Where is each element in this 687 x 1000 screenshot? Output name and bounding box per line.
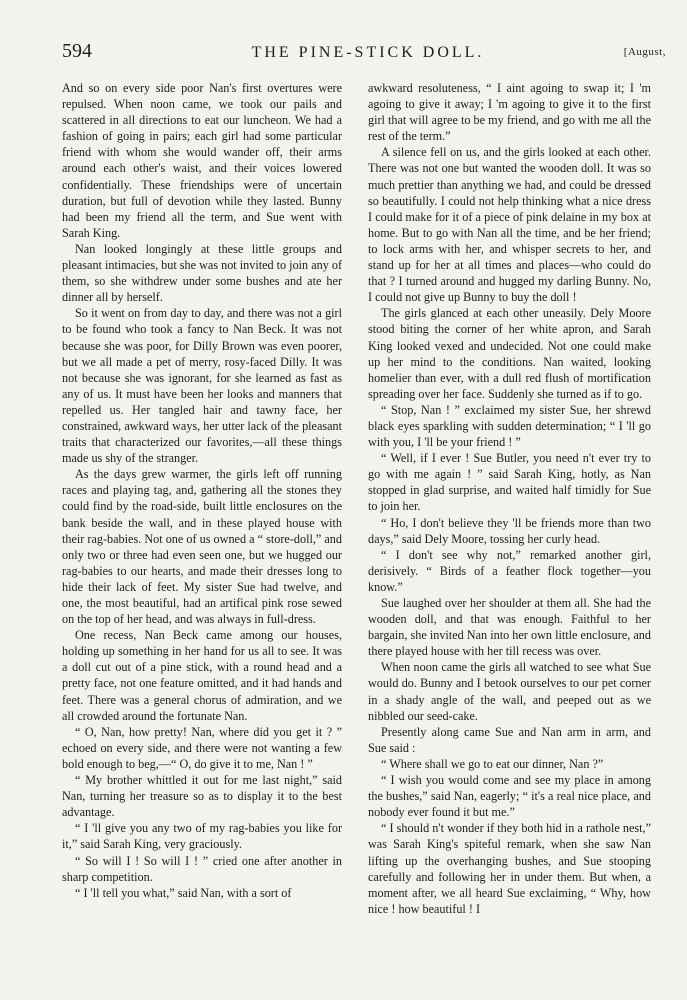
paragraph: “ Well, if I ever ! Sue Butler, you need n't ever try to go with me again ! ” said Sarah King, hotly, as Nan stopped in glad surprise, and waited half timidly for Sue to join her. [368, 451, 651, 514]
page-number: 594 [62, 40, 92, 62]
left-column [62, 80, 342, 901]
running-header [62, 40, 674, 70]
paragraph: When noon came the girls all watched to see what Sue would do. Bunny and I betook ourselves to our pet corner in a shady angle of the wall, and peeped out as we nibbled our seed-cake. [368, 660, 651, 723]
paragraph: “ I don't see why not,” remarked another girl, derisively. “ Birds of a feather flock together—you know.” [368, 547, 651, 594]
paragraph: Nan looked longingly at these little groups and pleasant intimacies, but she was not invited to join any of them, so she withdrew under some bushes and ate her dinner all by herself. [62, 241, 342, 305]
right-column [368, 80, 651, 917]
paragraph: So it went on from day to day, and there was not a girl to be found who took a fancy to Nan Beck. It was not because she was poor, for Dilly Brown was even poorer, but we all made a pet of merry, rosy-faced Dilly. It was not because she was ignorant, for she learned as fast as any of us. It must have been her looks and manners that repelled us. Her tangled hair and tawny face, her constrained, awkward ways, her utter lack of the pleasant traits that characterized our favorites,—all these things made us shy of the stranger. [62, 306, 342, 466]
paragraph: Presently along came Sue and Nan arm in arm, and Sue said : [368, 724, 651, 755]
paragraph: “ My brother whittled it out for me last night,” said Nan, turning her treasure so as to display it to the best advantage. [62, 773, 342, 820]
paragraph: “ I 'll give you any two of my rag-babies you like for it,” said Sarah King, very graciously. [62, 821, 342, 852]
paragraph: “ I 'll tell you what,” said Nan, with a sort of [75, 885, 292, 900]
paragraph: “ Where shall we go to eat our dinner, Nan ?” [381, 756, 604, 771]
paragraph: Sue laughed over her shoulder at them all. She had the wooden doll, and that was enough. Faithful to her bargain, she invited Nan into her own little enclosure, and there played house with her till recess was over. [368, 596, 651, 659]
paragraph: “ Stop, Nan ! ” exclaimed my sister Sue, her shrewd black eyes sparkling with sudden determination; “ I 'll go with you, I 'll be your friend ! ” [368, 402, 651, 450]
paragraph: “ Ho, I don't believe they 'll be friends more than two days,” said Dely Moore, tossing her curly head. [368, 515, 651, 546]
paragraph: “ O, Nan, how pretty! Nan, where did you get it ? ” echoed on every side, and there were not wanting a few bold enough to beg,—“ O, do give it to me, Nan ! ” [62, 724, 342, 771]
paragraph: A silence fell on us, and the girls looked at each other. There was not one but wanted the wooden doll. It was so much prettier than anything we had, and could be dressed so beautifully. I could not help thinking what a nice dress I could make for it of a piece of pink delaine in my box at home. But to go with Nan all the time, and be her friend; to lock arms with her, and whisper secrets to her, and stand up for her at all times and places—who could do that ? I turned around and hugged my darling Bunny. No, I could not give up Bunny to buy the doll ! [368, 145, 651, 305]
paragraph: awkward resoluteness, “ I aint agoing to swap it; I 'm agoing to give it away; I 'm agoing to give it to the first girl that will agree to be my friend, and go with me all the rest of the term.” [368, 81, 651, 144]
running-month: [August, [623, 46, 666, 58]
paragraph: “ I wish you would come and see my place in among the bushes,” said Nan, eagerly; “ it's a real nice place, and nobody ever found it but me.” [368, 773, 651, 820]
running-title: THE PINE-STICK DOLL. [251, 44, 485, 61]
paragraph: And so on every side poor Nan's first overtures were repulsed. When noon came, we took our pails and scattered in all directions to eat our luncheon. We had a fashion of going in pairs; each girl had some particular friend with whom she would wander off, their arms around each other's waist, and their voices lowered confidentially. These friendships were of uncertain duration, but full of devotion while they lasted. Bunny had been my friend all the term, and Sue went with Sarah King. [62, 81, 342, 240]
paragraph: The girls glanced at each other uneasily. Dely Moore stood biting the corner of her white apron, and Sarah King looked vexed and undecided. Not one could make up her mind to the conditions. Nan waited, looking homelier than ever, with a dull red flush of mortification spreading over her face. Suddenly she turned as if to go. [368, 306, 651, 401]
paragraph: As the days grew warmer, the girls left off running races and playing tag, and, gathering all the stones they could find by the road-side, built little enclosures on the bank beside the wall, and in these played house with their rag-babies. Not one of us owned a “ store-doll,” and only two or three had even seen one, but we hugged our rag-babies to our hearts, and made their dresses long to hide their lack of feet. My sister Sue had twelve, and one, the most beautiful, had an artifical pink rose sewed on the top of her head, and was always in full-dress. [62, 467, 342, 627]
paragraph: One recess, Nan Beck came among our houses, holding up something in her hand for us all to see. It was a doll cut out of a pine stick, with a round head and a pretty face, not one feature omitted, and it had hands and feet. There was a general chorus of admiration, and we all crowded around the fortunate Nan. [62, 628, 342, 723]
paragraph: “ So will I ! So will I ! ” cried one after another in sharp competition. [62, 853, 342, 884]
paragraph: “ I should n't wonder if they both hid in a rathole nest,” was Sarah King's spiteful remark, when she saw Nan lifting up the overhanging bushes, and Sue stooping carefully and following her in under them. But when, a moment after, we all heard Sue exclaiming, “ Why, how nice ! how beautiful ! I [368, 821, 651, 916]
